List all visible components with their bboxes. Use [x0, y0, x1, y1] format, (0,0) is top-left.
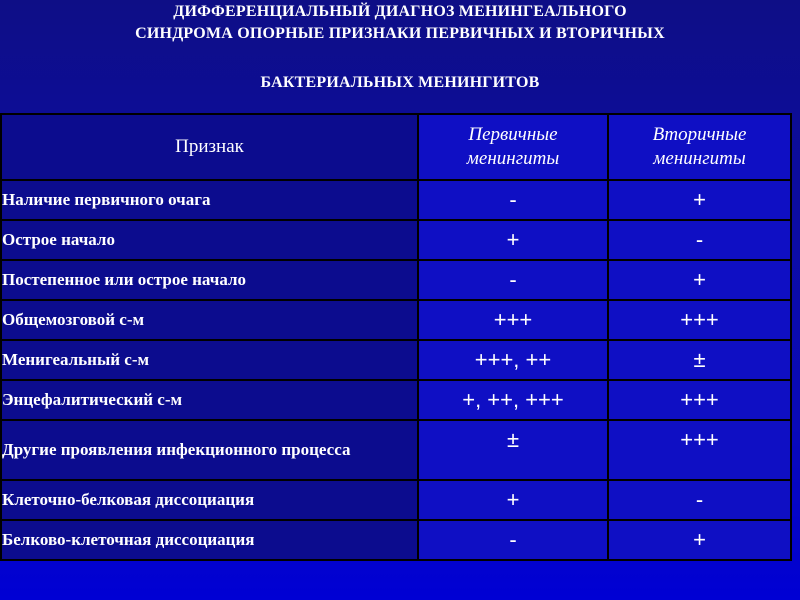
slide-title-line-2: СИНДРОМА ОПОРНЫЕ ПРИЗНАКИ ПЕРВИЧНЫХ И ВТОРИЧНЫХ — [135, 25, 665, 42]
row-secondary-value: - — [608, 220, 791, 260]
row-sign: Общемозговой с-м — [1, 300, 418, 340]
row-primary-value: + — [418, 220, 608, 260]
differential-diagnosis-table — [0, 113, 792, 561]
row-primary-value: +++ — [418, 300, 608, 340]
slide-title-line-1: ДИФФЕРЕНЦИАЛЬНЫЙ ДИАГНОЗ МЕНИНГЕАЛЬНОГО — [173, 3, 627, 20]
row-secondary-value: + — [608, 260, 791, 300]
row-secondary-value: ± — [608, 340, 791, 380]
table-row — [1, 520, 791, 560]
row-secondary-value: +++ — [608, 380, 791, 420]
row-sign: Менигеальный с-м — [1, 340, 418, 380]
row-sign: Постепенное или острое начало — [1, 260, 418, 300]
header-primary-meningitis — [418, 114, 608, 180]
row-secondary-value: + — [608, 180, 791, 220]
slide-title-line-3: БАКТЕРИАЛЬНЫХ МЕНИНГИТОВ — [260, 74, 540, 91]
row-secondary-value: + — [608, 520, 791, 560]
row-sign: Энцефалитический с-м — [1, 380, 418, 420]
table-row — [1, 340, 791, 380]
table-row — [1, 260, 791, 300]
table-row — [1, 180, 791, 220]
table-row — [1, 380, 791, 420]
row-sign: Клеточно-белковая диссоциация — [1, 480, 418, 520]
row-primary-value: +++, ++ — [418, 340, 608, 380]
row-primary-value: - — [418, 180, 608, 220]
header-sign: Признак — [1, 114, 418, 180]
row-sign: Белково-клеточная диссоциация — [1, 520, 418, 560]
header-primary-line-1: Первичные — [468, 124, 558, 145]
row-sign: Острое начало — [1, 220, 418, 260]
table-row — [1, 300, 791, 340]
table-row — [1, 220, 791, 260]
header-secondary-meningitis — [608, 114, 791, 180]
row-primary-value: ± — [418, 420, 608, 480]
row-secondary-value: +++ — [608, 300, 791, 340]
row-sign: Другие проявления инфекционного процесса — [1, 420, 418, 480]
header-secondary-line-1: Вторичные — [652, 124, 747, 145]
header-primary-line-2: менингиты — [466, 148, 560, 169]
row-secondary-value: - — [608, 480, 791, 520]
row-primary-value: +, ++, +++ — [418, 380, 608, 420]
row-secondary-value: +++ — [608, 420, 791, 480]
table-header-row — [1, 114, 791, 180]
row-primary-value: - — [418, 260, 608, 300]
table-row — [1, 480, 791, 520]
row-sign: Наличие первичного очага — [1, 180, 418, 220]
table-row — [1, 420, 791, 480]
header-secondary-line-2: менингиты — [653, 148, 746, 169]
row-primary-value: + — [418, 480, 608, 520]
row-primary-value: - — [418, 520, 608, 560]
